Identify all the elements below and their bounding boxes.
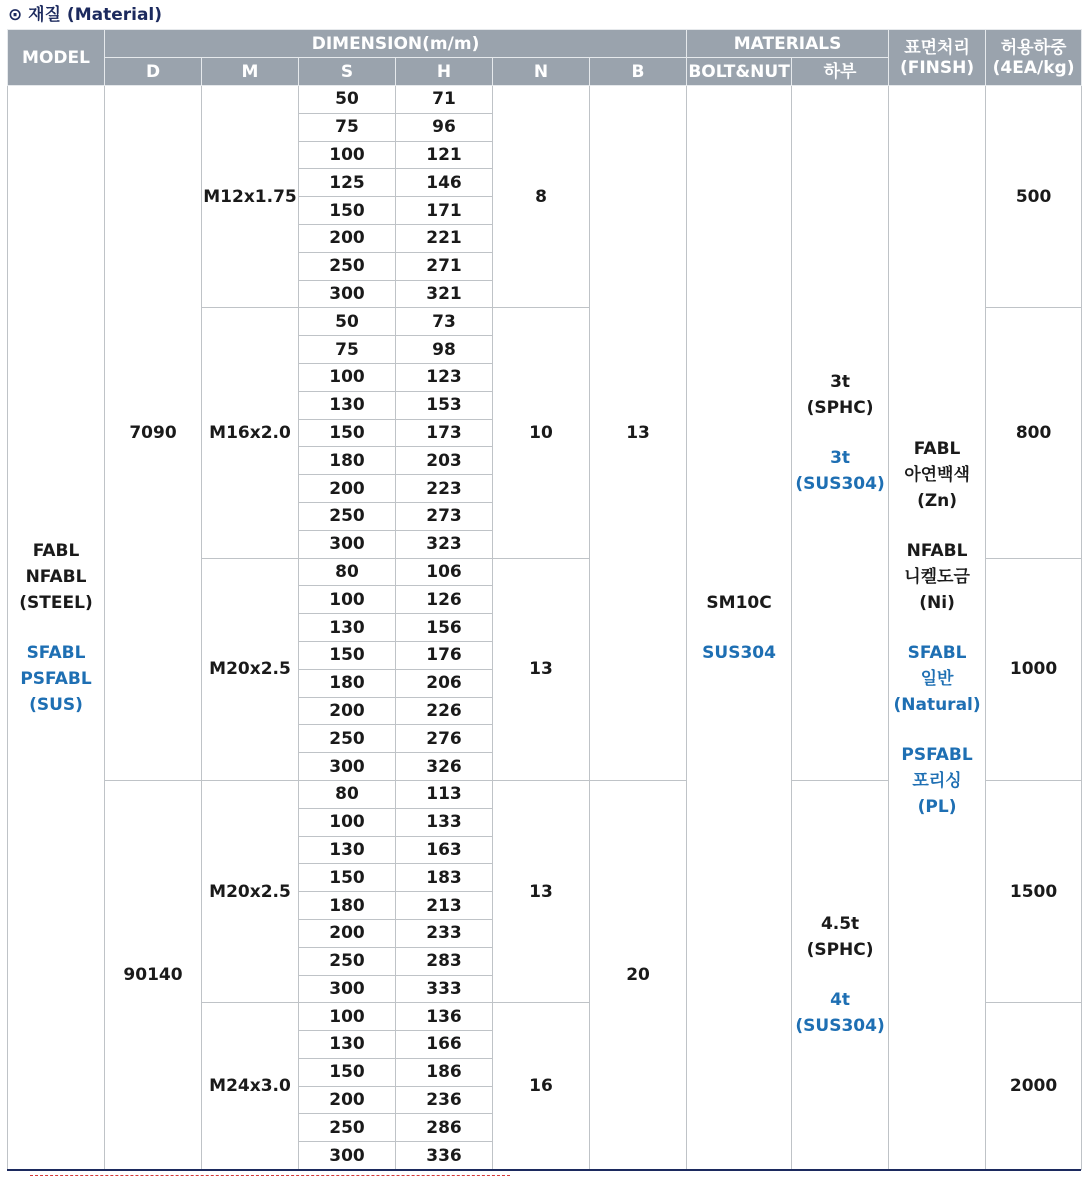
finish-cell [889, 86, 986, 1170]
lower-a-steel-2: (SPHC) [806, 397, 874, 418]
m-thread-cell: M20x2.5 [202, 558, 299, 780]
h-value-cell: 113 [396, 780, 493, 808]
model-cell [8, 86, 105, 1170]
h-value-cell: 136 [396, 1003, 493, 1031]
s-value-cell: 100 [299, 363, 396, 391]
h-value-cell: 71 [396, 86, 493, 114]
lower-a-sus-2: (SUS304) [795, 473, 885, 494]
finish-sfabl-ko: 일반 [920, 668, 954, 689]
h-value-cell: 183 [396, 864, 493, 892]
s-value-cell: 300 [299, 753, 396, 781]
h-value-cell: 163 [396, 836, 493, 864]
lower-material-cell [792, 86, 889, 781]
material-spec-table [7, 29, 1082, 1170]
h-value-cell: 221 [396, 224, 493, 252]
s-value-cell: 80 [299, 558, 396, 586]
h-value-cell: 146 [396, 169, 493, 197]
h-value-cell: 276 [396, 725, 493, 753]
h-value-cell: 166 [396, 1031, 493, 1059]
finish-nfabl-ko: 니켈도금 [904, 566, 970, 587]
header-finish [889, 30, 986, 86]
finish-nfabl-code: (Ni) [919, 592, 955, 613]
table-row [8, 86, 1082, 114]
finish-psfabl-code: (PL) [917, 796, 957, 817]
s-value-cell: 200 [299, 224, 396, 252]
h-value-cell: 133 [396, 808, 493, 836]
header-model: MODEL [8, 30, 105, 86]
header-d: D [105, 58, 202, 86]
lower-b-sus-2: (SUS304) [795, 1016, 885, 1036]
lower-b-steel-1: 4.5t [820, 914, 860, 934]
finish-fabl-ko: 아연백색 [904, 464, 970, 485]
s-value-cell: 300 [299, 280, 396, 308]
s-value-cell: 130 [299, 614, 396, 642]
h-value-cell: 336 [396, 1142, 493, 1170]
h-value-cell: 273 [396, 502, 493, 530]
b-value-cell: 13 [590, 86, 687, 781]
load-value-cell: 500 [986, 86, 1082, 308]
s-value-cell: 100 [299, 586, 396, 614]
s-value-cell: 300 [299, 1142, 396, 1170]
s-value-cell: 100 [299, 141, 396, 169]
h-value-cell: 333 [396, 975, 493, 1003]
h-value-cell: 213 [396, 892, 493, 920]
finish-psfabl-ko: 포리싱 [912, 770, 962, 791]
s-value-cell: 250 [299, 252, 396, 280]
s-value-cell: 180 [299, 447, 396, 475]
h-value-cell: 283 [396, 947, 493, 975]
lower-a-sus-1: 3t [830, 447, 851, 468]
n-value-cell: 13 [493, 780, 590, 1002]
header-n: N [493, 58, 590, 86]
load-value-cell: 1000 [986, 558, 1082, 780]
model-sus-2: PSFABL [20, 668, 92, 689]
m-thread-cell: M24x3.0 [202, 1003, 299, 1170]
lower-material-cell [792, 780, 889, 1169]
header-load-unit: (4EA/kg) [992, 57, 1075, 78]
m-thread-cell: M16x2.0 [202, 308, 299, 558]
s-value-cell: 130 [299, 1031, 396, 1059]
h-value-cell: 173 [396, 419, 493, 447]
s-value-cell: 200 [299, 475, 396, 503]
h-value-cell: 98 [396, 336, 493, 364]
h-value-cell: 171 [396, 197, 493, 225]
model-steel-3: (STEEL) [19, 592, 93, 613]
h-value-cell: 206 [396, 669, 493, 697]
s-value-cell: 200 [299, 697, 396, 725]
load-value-cell: 1500 [986, 780, 1082, 1002]
lower-b-sus-1: 4t [830, 990, 851, 1010]
d-value-cell: 7090 [105, 86, 202, 781]
header-m: M [202, 58, 299, 86]
h-value-cell: 271 [396, 252, 493, 280]
h-value-cell: 153 [396, 391, 493, 419]
header-materials: MATERIALS [687, 30, 889, 58]
load-value-cell: 800 [986, 308, 1082, 558]
h-value-cell: 323 [396, 530, 493, 558]
s-value-cell: 200 [299, 1086, 396, 1114]
finish-fabl: FABL [913, 438, 961, 459]
h-value-cell: 186 [396, 1058, 493, 1086]
finish-fabl-code: (Zn) [917, 490, 958, 511]
model-steel-1: FABL [32, 540, 80, 561]
s-value-cell: 125 [299, 169, 396, 197]
s-value-cell: 75 [299, 113, 396, 141]
h-value-cell: 203 [396, 447, 493, 475]
load-value-cell: 2000 [986, 1003, 1082, 1170]
h-value-cell: 326 [396, 753, 493, 781]
s-value-cell: 50 [299, 308, 396, 336]
header-bolt-nut: BOLT&NUT [687, 58, 792, 86]
s-value-cell: 180 [299, 892, 396, 920]
s-value-cell: 300 [299, 530, 396, 558]
s-value-cell: 180 [299, 669, 396, 697]
n-value-cell: 8 [493, 86, 590, 308]
lower-b-steel-2: (SPHC) [806, 940, 874, 960]
finish-psfabl: PSFABL [901, 744, 973, 765]
s-value-cell: 75 [299, 336, 396, 364]
s-value-cell: 250 [299, 947, 396, 975]
s-value-cell: 300 [299, 975, 396, 1003]
s-value-cell: 100 [299, 808, 396, 836]
spec-table-body [8, 86, 1082, 1170]
finish-sfabl: SFABL [907, 642, 967, 663]
s-value-cell: 250 [299, 1114, 396, 1142]
model-sus-1: SFABL [26, 642, 86, 663]
h-value-cell: 286 [396, 1114, 493, 1142]
model-steel-2: NFABL [25, 566, 87, 587]
finish-nfabl: NFABL [906, 540, 968, 561]
h-value-cell: 123 [396, 363, 493, 391]
header-finish-en: (FINSH) [899, 57, 975, 78]
h-value-cell: 176 [396, 641, 493, 669]
s-value-cell: 200 [299, 919, 396, 947]
h-value-cell: 96 [396, 113, 493, 141]
s-value-cell: 150 [299, 419, 396, 447]
lower-a-steel-1: 3t [830, 371, 851, 392]
s-value-cell: 80 [299, 780, 396, 808]
m-thread-cell: M20x2.5 [202, 780, 299, 1002]
n-value-cell: 16 [493, 1003, 590, 1170]
h-value-cell: 121 [396, 141, 493, 169]
m-thread-cell: M12x1.75 [202, 86, 299, 308]
n-value-cell: 13 [493, 558, 590, 780]
header-load [986, 30, 1082, 86]
n-value-cell: 10 [493, 308, 590, 558]
h-value-cell: 73 [396, 308, 493, 336]
h-value-cell: 106 [396, 558, 493, 586]
header-b: B [590, 58, 687, 86]
s-value-cell: 150 [299, 1058, 396, 1086]
d-value-cell: 90140 [105, 780, 202, 1169]
h-value-cell: 236 [396, 1086, 493, 1114]
s-value-cell: 100 [299, 1003, 396, 1031]
h-value-cell: 223 [396, 475, 493, 503]
bolt-nut-sus: SUS304 [702, 642, 776, 663]
bolt-nut-cell [687, 86, 792, 1170]
model-sus-3: (SUS) [29, 694, 83, 715]
s-value-cell: 130 [299, 836, 396, 864]
header-h: H [396, 58, 493, 86]
s-value-cell: 150 [299, 864, 396, 892]
section-title: ⊙ 재질 (Material) [8, 5, 163, 25]
header-lower: 하부 [792, 58, 889, 86]
h-value-cell: 226 [396, 697, 493, 725]
s-value-cell: 150 [299, 197, 396, 225]
s-value-cell: 250 [299, 502, 396, 530]
s-value-cell: 150 [299, 641, 396, 669]
s-value-cell: 130 [299, 391, 396, 419]
bolt-nut-steel: SM10C [706, 592, 772, 613]
finish-sfabl-code: (Natural) [893, 694, 981, 715]
header-load-ko: 허용하중 [1000, 37, 1067, 58]
h-value-cell: 156 [396, 614, 493, 642]
header-dimension: DIMENSION(m/m) [105, 30, 687, 58]
cut-off-footnote [30, 1171, 510, 1178]
h-value-cell: 321 [396, 280, 493, 308]
s-value-cell: 250 [299, 725, 396, 753]
header-s: S [299, 58, 396, 86]
header-finish-ko: 표면처리 [904, 37, 970, 58]
b-value-cell: 20 [590, 780, 687, 1169]
s-value-cell: 50 [299, 86, 396, 114]
h-value-cell: 126 [396, 586, 493, 614]
h-value-cell: 233 [396, 919, 493, 947]
